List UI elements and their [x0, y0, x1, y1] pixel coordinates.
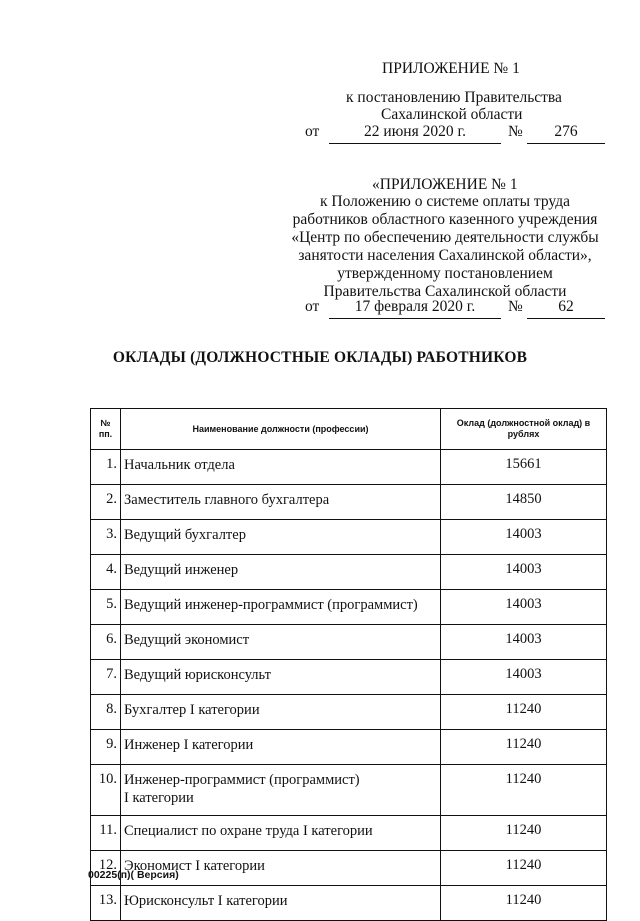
table-row	[91, 520, 607, 555]
row-position: Юрисконсульт I категории	[121, 886, 441, 921]
row-position: Ведущий экономист	[121, 625, 441, 660]
row-number: 4.	[91, 555, 121, 590]
row-salary: 11240	[441, 886, 607, 921]
row-number: 1.	[91, 450, 121, 485]
row-position: Ведущий бухгалтер	[121, 520, 441, 555]
row-salary: 14003	[441, 660, 607, 695]
document-heading: ОКЛАДЫ (ДОЛЖНОСТНЫЕ ОКЛАДЫ) РАБОТНИКОВ	[112, 349, 528, 366]
appendix-2-reference	[285, 193, 605, 301]
document-code: 00225(п)( Версия)	[88, 869, 179, 881]
row-position: Ведущий юрисконсульт	[121, 660, 441, 695]
row-position: Ведущий инженер	[121, 555, 441, 590]
number-label: №	[508, 123, 523, 140]
table-row	[91, 590, 607, 625]
appendix-1-number: 276	[527, 123, 605, 144]
row-number: 6.	[91, 625, 121, 660]
appendix-2-title: «ПРИЛОЖЕНИЕ № 1	[372, 176, 518, 193]
row-number: 10.	[91, 765, 121, 816]
appendix-1-date-row	[305, 123, 605, 145]
row-position: Бухгалтер I категории	[121, 695, 441, 730]
table-row	[91, 450, 607, 485]
row-position: Экономист I категории	[121, 851, 441, 886]
row-number: 5.	[91, 590, 121, 625]
appendix-1-date: 22 июня 2020 г.	[329, 123, 501, 144]
row-salary: 14003	[441, 625, 607, 660]
row-position: Инженер-программист (программист) I категории	[121, 765, 441, 816]
row-position: Заместитель главного бухгалтера	[121, 485, 441, 520]
appendix-2-line: «Центр по обеспечению деятельности службы	[291, 229, 599, 246]
appendix-2-line: к Положению о системе оплаты труда	[320, 193, 570, 210]
appendix-2-line: занятости населения Сахалинской области»,	[298, 247, 592, 264]
row-position: Начальник отдела	[121, 450, 441, 485]
row-number: 9.	[91, 730, 121, 765]
row-salary: 11240	[441, 816, 607, 851]
from-label: от	[305, 298, 320, 315]
header-number: № пп.	[91, 409, 121, 450]
appendix-2-line: Правительства Сахалинской области	[323, 283, 567, 300]
row-number: 7.	[91, 660, 121, 695]
header-salary: Оклад (должностной оклад) в рублях	[441, 409, 607, 450]
table-row	[91, 555, 607, 590]
row-position: Ведущий инженер-программист (программист)	[121, 590, 441, 625]
table-header-row	[91, 409, 607, 450]
appendix-2-date: 17 февраля 2020 г.	[329, 298, 501, 319]
row-salary: 15661	[441, 450, 607, 485]
row-salary: 14003	[441, 555, 607, 590]
row-salary: 14003	[441, 590, 607, 625]
from-label: от	[305, 123, 320, 140]
appendix-2-line: утвержденному постановлением	[337, 265, 553, 282]
row-number: 12.	[91, 851, 121, 886]
appendix-1-region: Сахалинской области	[381, 106, 523, 123]
table-row	[91, 816, 607, 851]
table-row	[91, 485, 607, 520]
appendix-2-date-row	[305, 298, 605, 320]
salary-table	[90, 408, 607, 921]
table-row	[91, 625, 607, 660]
appendix-1-title: ПРИЛОЖЕНИЕ № 1	[382, 60, 520, 77]
table-row	[91, 886, 607, 921]
appendix-2-number: 62	[527, 298, 605, 319]
row-number: 3.	[91, 520, 121, 555]
row-salary: 11240	[441, 851, 607, 886]
number-label: №	[508, 298, 523, 315]
table-row	[91, 695, 607, 730]
row-salary: 11240	[441, 765, 607, 816]
row-salary: 11240	[441, 730, 607, 765]
header-position: Наименование должности (профессии)	[121, 409, 441, 450]
row-number: 13.	[91, 886, 121, 921]
row-salary: 14850	[441, 485, 607, 520]
row-salary: 11240	[441, 695, 607, 730]
table-row	[91, 660, 607, 695]
row-number: 8.	[91, 695, 121, 730]
row-number: 11.	[91, 816, 121, 851]
row-number: 2.	[91, 485, 121, 520]
table-row	[91, 765, 607, 816]
appendix-2-line: работников областного казенного учреждения	[292, 211, 598, 228]
appendix-1-reference: к постановлению Правительства	[346, 89, 562, 106]
row-position: Инженер I категории	[121, 730, 441, 765]
row-salary: 14003	[441, 520, 607, 555]
row-position: Специалист по охране труда I категории	[121, 816, 441, 851]
table-row	[91, 730, 607, 765]
